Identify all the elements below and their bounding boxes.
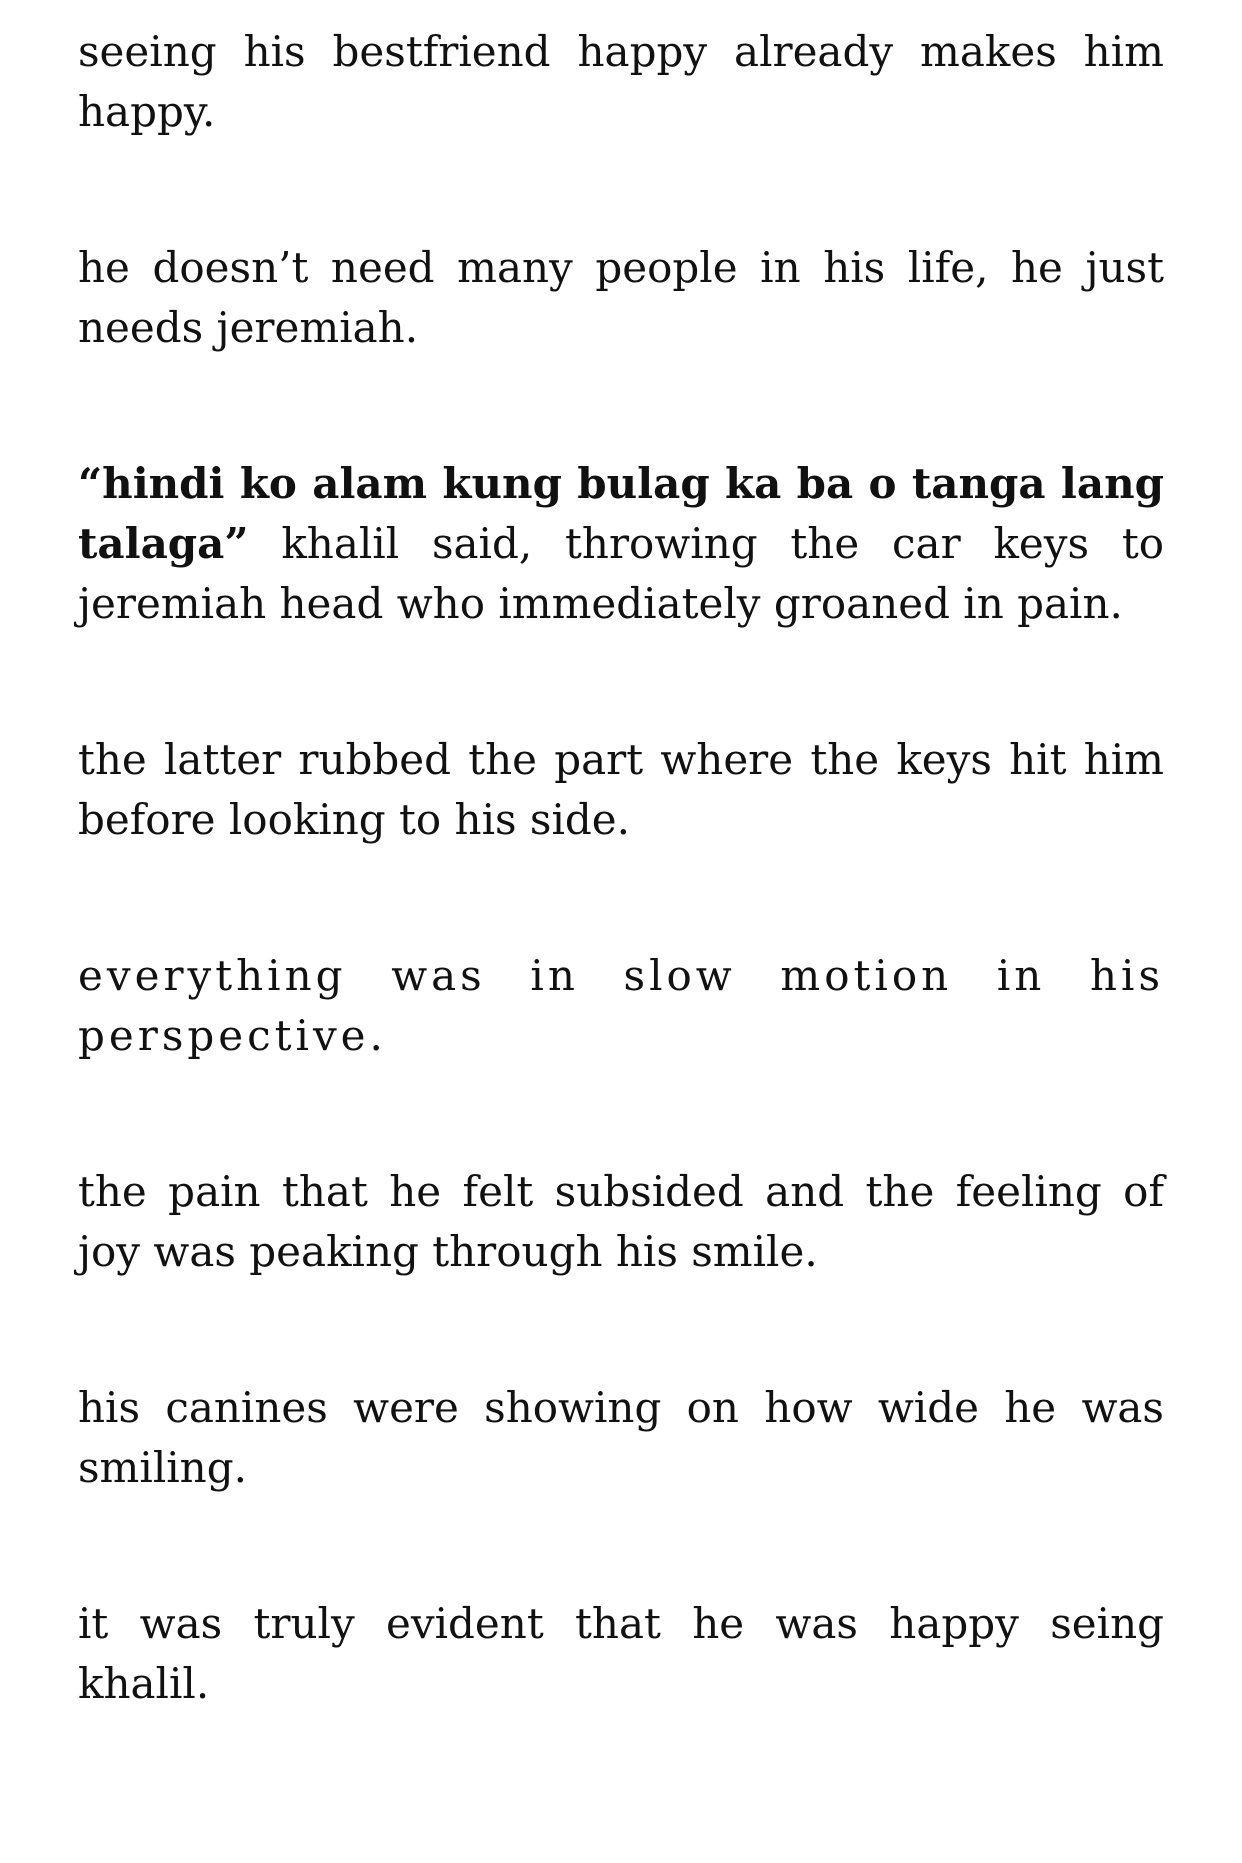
dialogue-bold: “hindi ko alam kung bulag ka ba o tanga lang talaga” xyxy=(78,459,1164,568)
story-text xyxy=(78,22,1164,1714)
paragraph-7 xyxy=(78,1378,1164,1498)
paragraph-8-text: it was truly evident that he was happy seing khalil. xyxy=(78,1599,1164,1708)
paragraph-4-text: the latter rubbed the part where the keys hit him before looking to his side. xyxy=(78,735,1164,844)
paragraph-3-text: khalil said, throwing the car keys to jeremiah head who immediately groaned in pain. xyxy=(78,519,1164,628)
paragraph-4 xyxy=(78,730,1164,850)
paragraph-3 xyxy=(78,454,1164,634)
paragraph-2 xyxy=(78,238,1164,358)
paragraph-5 xyxy=(78,946,1164,1066)
paragraph-6-text: the pain that he felt subsided and the feeling of joy was peaking through his smile. xyxy=(78,1167,1164,1276)
paragraph-6 xyxy=(78,1162,1164,1282)
paragraph-2-text: he doesn’t need many people in his life, he just needs jeremiah. xyxy=(78,243,1164,352)
paragraph-8 xyxy=(78,1594,1164,1714)
paragraph-5-text: everything was in slow motion in his perspective. xyxy=(78,951,1164,1060)
paragraph-7-text: his canines were showing on how wide he was smiling. xyxy=(78,1383,1164,1492)
paragraph-1-text: seeing his bestfriend happy already makes him happy. xyxy=(78,27,1164,136)
paragraph-1 xyxy=(78,22,1164,142)
